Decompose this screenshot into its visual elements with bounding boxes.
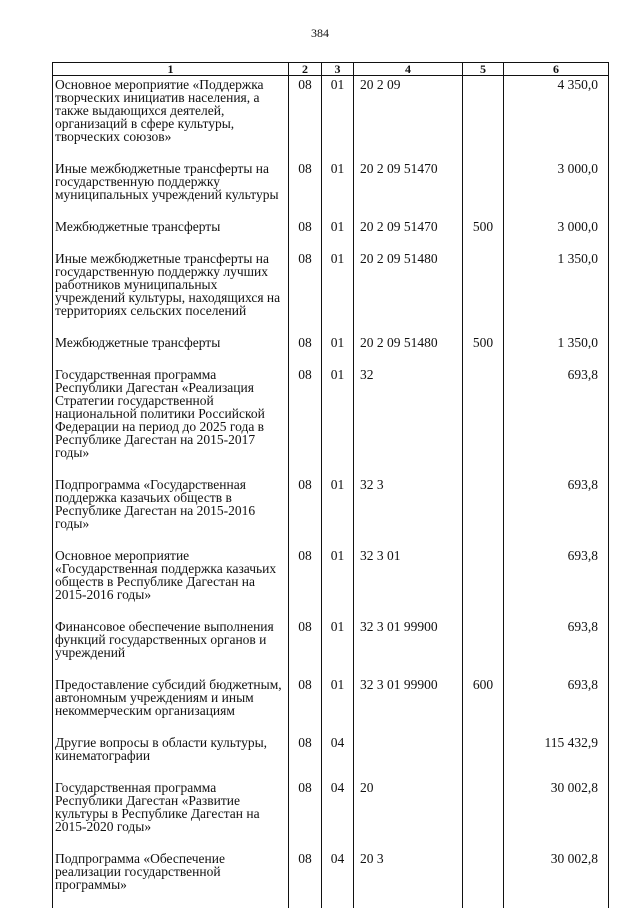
page-number: 384 [0,26,640,41]
target-article-code: 20 2 09 51480 [354,250,463,334]
amount: 1 350,0 [504,250,609,334]
subsection-code: 01 [322,250,354,334]
subsection-code: 01 [322,160,354,218]
target-article-code: 32 3 01 99900 [354,618,463,676]
expense-type-code [463,850,504,908]
amount: 3 000,0 [504,218,609,250]
section-code: 08 [289,734,322,779]
target-article-code: 20 2 09 51470 [354,160,463,218]
table-row [53,734,609,779]
amount: 693,8 [504,618,609,676]
subsection-code: 01 [322,476,354,547]
table-row [53,218,609,250]
item-name: Межбюджетные трансферты [53,218,289,250]
amount: 30 002,8 [504,850,609,908]
expense-type-code: 600 [463,676,504,734]
section-code: 08 [289,250,322,334]
target-article-code: 20 2 09 51470 [354,218,463,250]
section-code: 08 [289,76,322,161]
table-row [53,160,609,218]
table-row [53,366,609,476]
subsection-code: 01 [322,366,354,476]
header-row [53,63,609,76]
header-col-3: 3 [322,63,354,76]
item-name: Государственная программа Республики Дагестан «Развитие культуры в Республике Дагестан на 2015-2020 годы» [53,779,289,850]
table-row [53,779,609,850]
budget-table [52,62,609,908]
subsection-code: 01 [322,547,354,618]
amount: 693,8 [504,676,609,734]
section-code: 08 [289,366,322,476]
target-article-code: 32 3 [354,476,463,547]
subsection-code: 04 [322,734,354,779]
item-name: Государственная программа Республики Дагестан «Реализация Стратегии государственной национальной политики Российской Федерации на период до 2025 года в Республике Дагестан на 2015-2017 годы» [53,366,289,476]
subsection-code: 01 [322,76,354,161]
item-name: Подпрограмма «Государственная поддержка казачьих обществ в Республике Дагестан на 2015-2016 годы» [53,476,289,547]
target-article-code: 20 2 09 51480 [354,334,463,366]
expense-type-code [463,779,504,850]
table-row [53,618,609,676]
target-article-code: 20 3 [354,850,463,908]
item-name: Иные межбюджетные трансферты на государственную поддержку муниципальных учреждений культуры [53,160,289,218]
table-row [53,547,609,618]
header-col-4: 4 [354,63,463,76]
amount: 115 432,9 [504,734,609,779]
target-article-code: 20 [354,779,463,850]
subsection-code: 01 [322,618,354,676]
target-article-code [354,734,463,779]
item-name: Предоставление субсидий бюджетным, автономным учреждениям и иным некоммерческим организациям [53,676,289,734]
amount: 30 002,8 [504,779,609,850]
item-name: Основное мероприятие «Государственная поддержка казачьих обществ в Республике Дагестан на 2015-2016 годы» [53,547,289,618]
section-code: 08 [289,618,322,676]
section-code: 08 [289,850,322,908]
amount: 1 350,0 [504,334,609,366]
section-code: 08 [289,160,322,218]
subsection-code: 04 [322,779,354,850]
amount: 3 000,0 [504,160,609,218]
table-row [53,850,609,908]
header-col-5: 5 [463,63,504,76]
item-name: Финансовое обеспечение выполнения функций государственных органов и учреждений [53,618,289,676]
expense-type-code: 500 [463,218,504,250]
target-article-code: 32 3 01 [354,547,463,618]
item-name: Подпрограмма «Обеспечение реализации государственной программы» [53,850,289,908]
expense-type-code [463,76,504,161]
section-code: 08 [289,476,322,547]
expense-type-code [463,476,504,547]
amount: 693,8 [504,366,609,476]
table-row [53,76,609,161]
amount: 693,8 [504,547,609,618]
item-name: Иные межбюджетные трансферты на государственную поддержку лучших работников муниципальных учреждений культуры, находящихся на территориях сельских поселений [53,250,289,334]
table-row [53,334,609,366]
expense-type-code [463,366,504,476]
header-col-1: 1 [53,63,289,76]
section-code: 08 [289,334,322,366]
section-code: 08 [289,779,322,850]
item-name: Основное мероприятие «Поддержка творческих инициатив населения, а также выдающихся деятелей, организаций в сфере культуры, творческих союзов» [53,76,289,161]
section-code: 08 [289,676,322,734]
amount: 693,8 [504,476,609,547]
expense-type-code [463,547,504,618]
header-col-2: 2 [289,63,322,76]
subsection-code: 01 [322,218,354,250]
subsection-code: 01 [322,334,354,366]
table-row [53,250,609,334]
expense-type-code [463,160,504,218]
item-name: Другие вопросы в области культуры, кинематографии [53,734,289,779]
table-row [53,476,609,547]
section-code: 08 [289,547,322,618]
table-body [53,76,609,908]
target-article-code: 32 3 01 99900 [354,676,463,734]
header-col-6: 6 [504,63,609,76]
expense-type-code [463,250,504,334]
subsection-code: 04 [322,850,354,908]
amount: 4 350,0 [504,76,609,161]
expense-type-code [463,734,504,779]
section-code: 08 [289,218,322,250]
target-article-code: 20 2 09 [354,76,463,161]
target-article-code: 32 [354,366,463,476]
expense-type-code: 500 [463,334,504,366]
item-name: Межбюджетные трансферты [53,334,289,366]
subsection-code: 01 [322,676,354,734]
expense-type-code [463,618,504,676]
table-row [53,676,609,734]
